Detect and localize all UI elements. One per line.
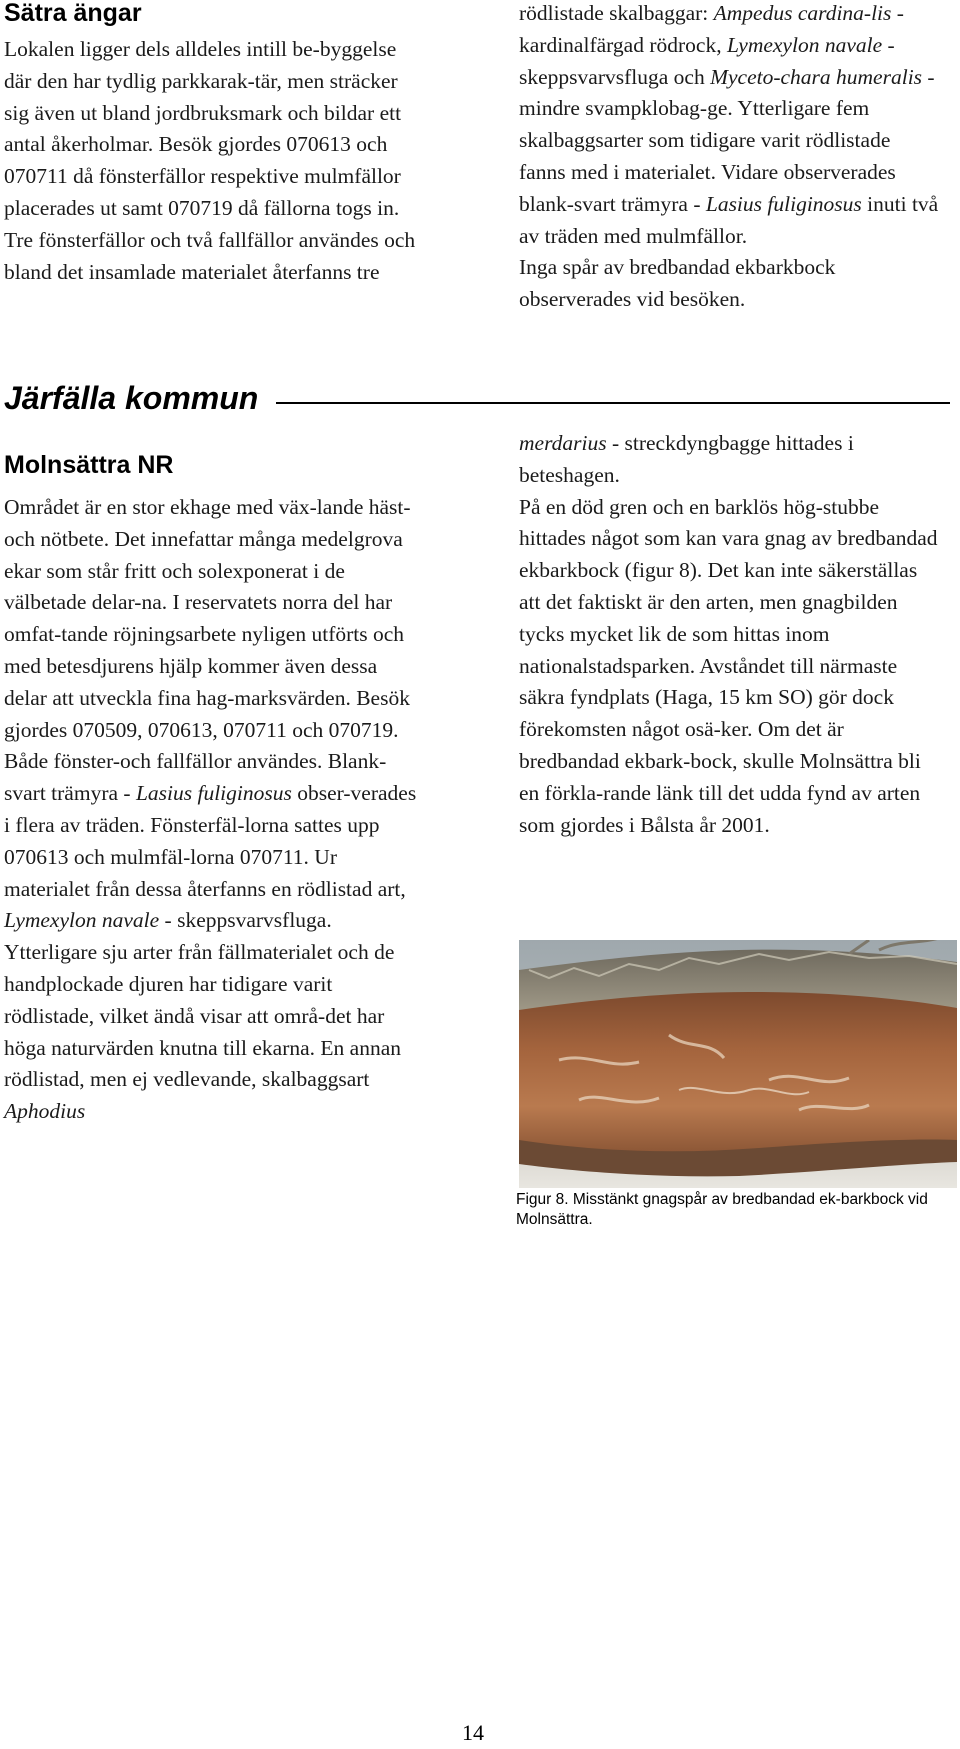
- oak-branch-photo: [519, 940, 957, 1188]
- satra-heading: Sätra ängar: [4, 0, 142, 27]
- species-name: Ampedus cardina-lis: [713, 1, 892, 25]
- satra-paragraph-left: [4, 34, 416, 288]
- satra-paragraph-3: Inga spår av bredbandad ekbarkbock observerades vid besöken.: [519, 255, 836, 312]
- satra-paragraph-1: Lokalen ligger dels alldeles intill be-byggelse där den har tydlig parkkarak-tär, men sträcker sig även ut bland jordbruksmark och bildar ett antal åkerholmar. Besök gjordes 070613 och 070711 då fönsterfällor respektive mulmfällor placerades ut samt 070719 då fällorna togs in. Tre fönsterfällor och två fallfällor användes och bland det insamlade materialet återfanns tre: [4, 37, 416, 284]
- molnsattra-paragraph-2: merdarius - streckdyngbagge hittades i beteshagen.: [519, 431, 854, 487]
- molnsattra-paragraph-3: På en död gren och en barklös hög-stubbe hittades något som kan vara gnag av bredbandad ekbarkbock (figur 8). Det kan inte säkerställas att det faktiskt är den arten, men gnagbilden tycks mycket lik de som hittas inom nationalstadsparken. Avståndet till närmaste säkra fyndplats (Haga, 15 km SO) gör dock förekomsten något osä-ker. Om det är bredbandad ekbark-bock, skulle Molnsättra bli en förkla-rande länk till det udda fynd av arten som gjordes i Bålsta år 2001.: [519, 494, 938, 837]
- species-name: Aphodius: [4, 1099, 86, 1124]
- section-title: Järfälla kommun: [4, 380, 259, 416]
- molnsattra-heading: Molnsättra NR: [4, 451, 174, 479]
- species-name: merdarius: [519, 431, 607, 455]
- figure-caption: Figur 8. Misstänkt gnagspår av bredbandad ek-barkbock vid Molnsättra.: [516, 1191, 928, 1228]
- page-number: 14: [462, 1720, 484, 1745]
- molnsattra-paragraph-left: [4, 492, 422, 1128]
- satra-paragraph-right: [519, 0, 939, 316]
- satra-paragraph-2: rödlistade skalbaggar: Ampedus cardina-lis - kardinalfärgad rödrock, Lymexylon navale - skeppsvarvsfluga och Myceto-chara humeralis - mindre svampklobag-ge. Ytterligare fem skalbaggsarter som tidigare varit rödlistade fanns med i materialet. Vidare observerades blank-svart trämyra - Lasius fuliginosus inuti två av träden med mulmfällor.: [519, 1, 939, 248]
- section-rule: [276, 402, 950, 404]
- molnsattra-paragraph-1: Området är en stor ekhage med väx-lande häst- och nötbete. Det innefattar många medelgrova ekar som står fritt och solexponerat i de välbetade delar-na. I reservatets norra del har omfat-tande röjningsarbete nyligen utförts och med betesdjurens hjälp kommer även dessa delar att utveckla fina hag-marksvärden. Besök gjordes 070509, 070613, 070711 och 070719. Både fönster-och fallfällor användes. Blank-svart trämyra - Lasius fuliginosus obser-verades i flera av träden. Fönsterfäl-lorna sattes upp 070613 och mulmfäl-lorna 070711. Ur materialet från dessa återfanns en rödlistad art, Lymexylon navale - skeppsvarvsfluga. Ytterligare sju arter från fällmaterialet och de handplockade djuren har tidigare varit rödlistade, vilket ändå visar att områ-det har höga naturvärden knutna till ekarna. En annan rödlistad, men ej vedlevande, skalbaggsart Aphodius: [4, 495, 417, 1124]
- species-name: Lasius fuliginosus: [135, 781, 292, 806]
- species-name: Lasius fuliginosus: [705, 191, 862, 216]
- species-name: Lymexylon navale: [4, 908, 160, 933]
- species-name: Lymexylon navale: [726, 32, 883, 57]
- species-name: Myceto-chara humeralis: [710, 64, 923, 89]
- molnsattra-paragraph-right: [519, 428, 939, 841]
- figure-photo: [519, 940, 957, 1188]
